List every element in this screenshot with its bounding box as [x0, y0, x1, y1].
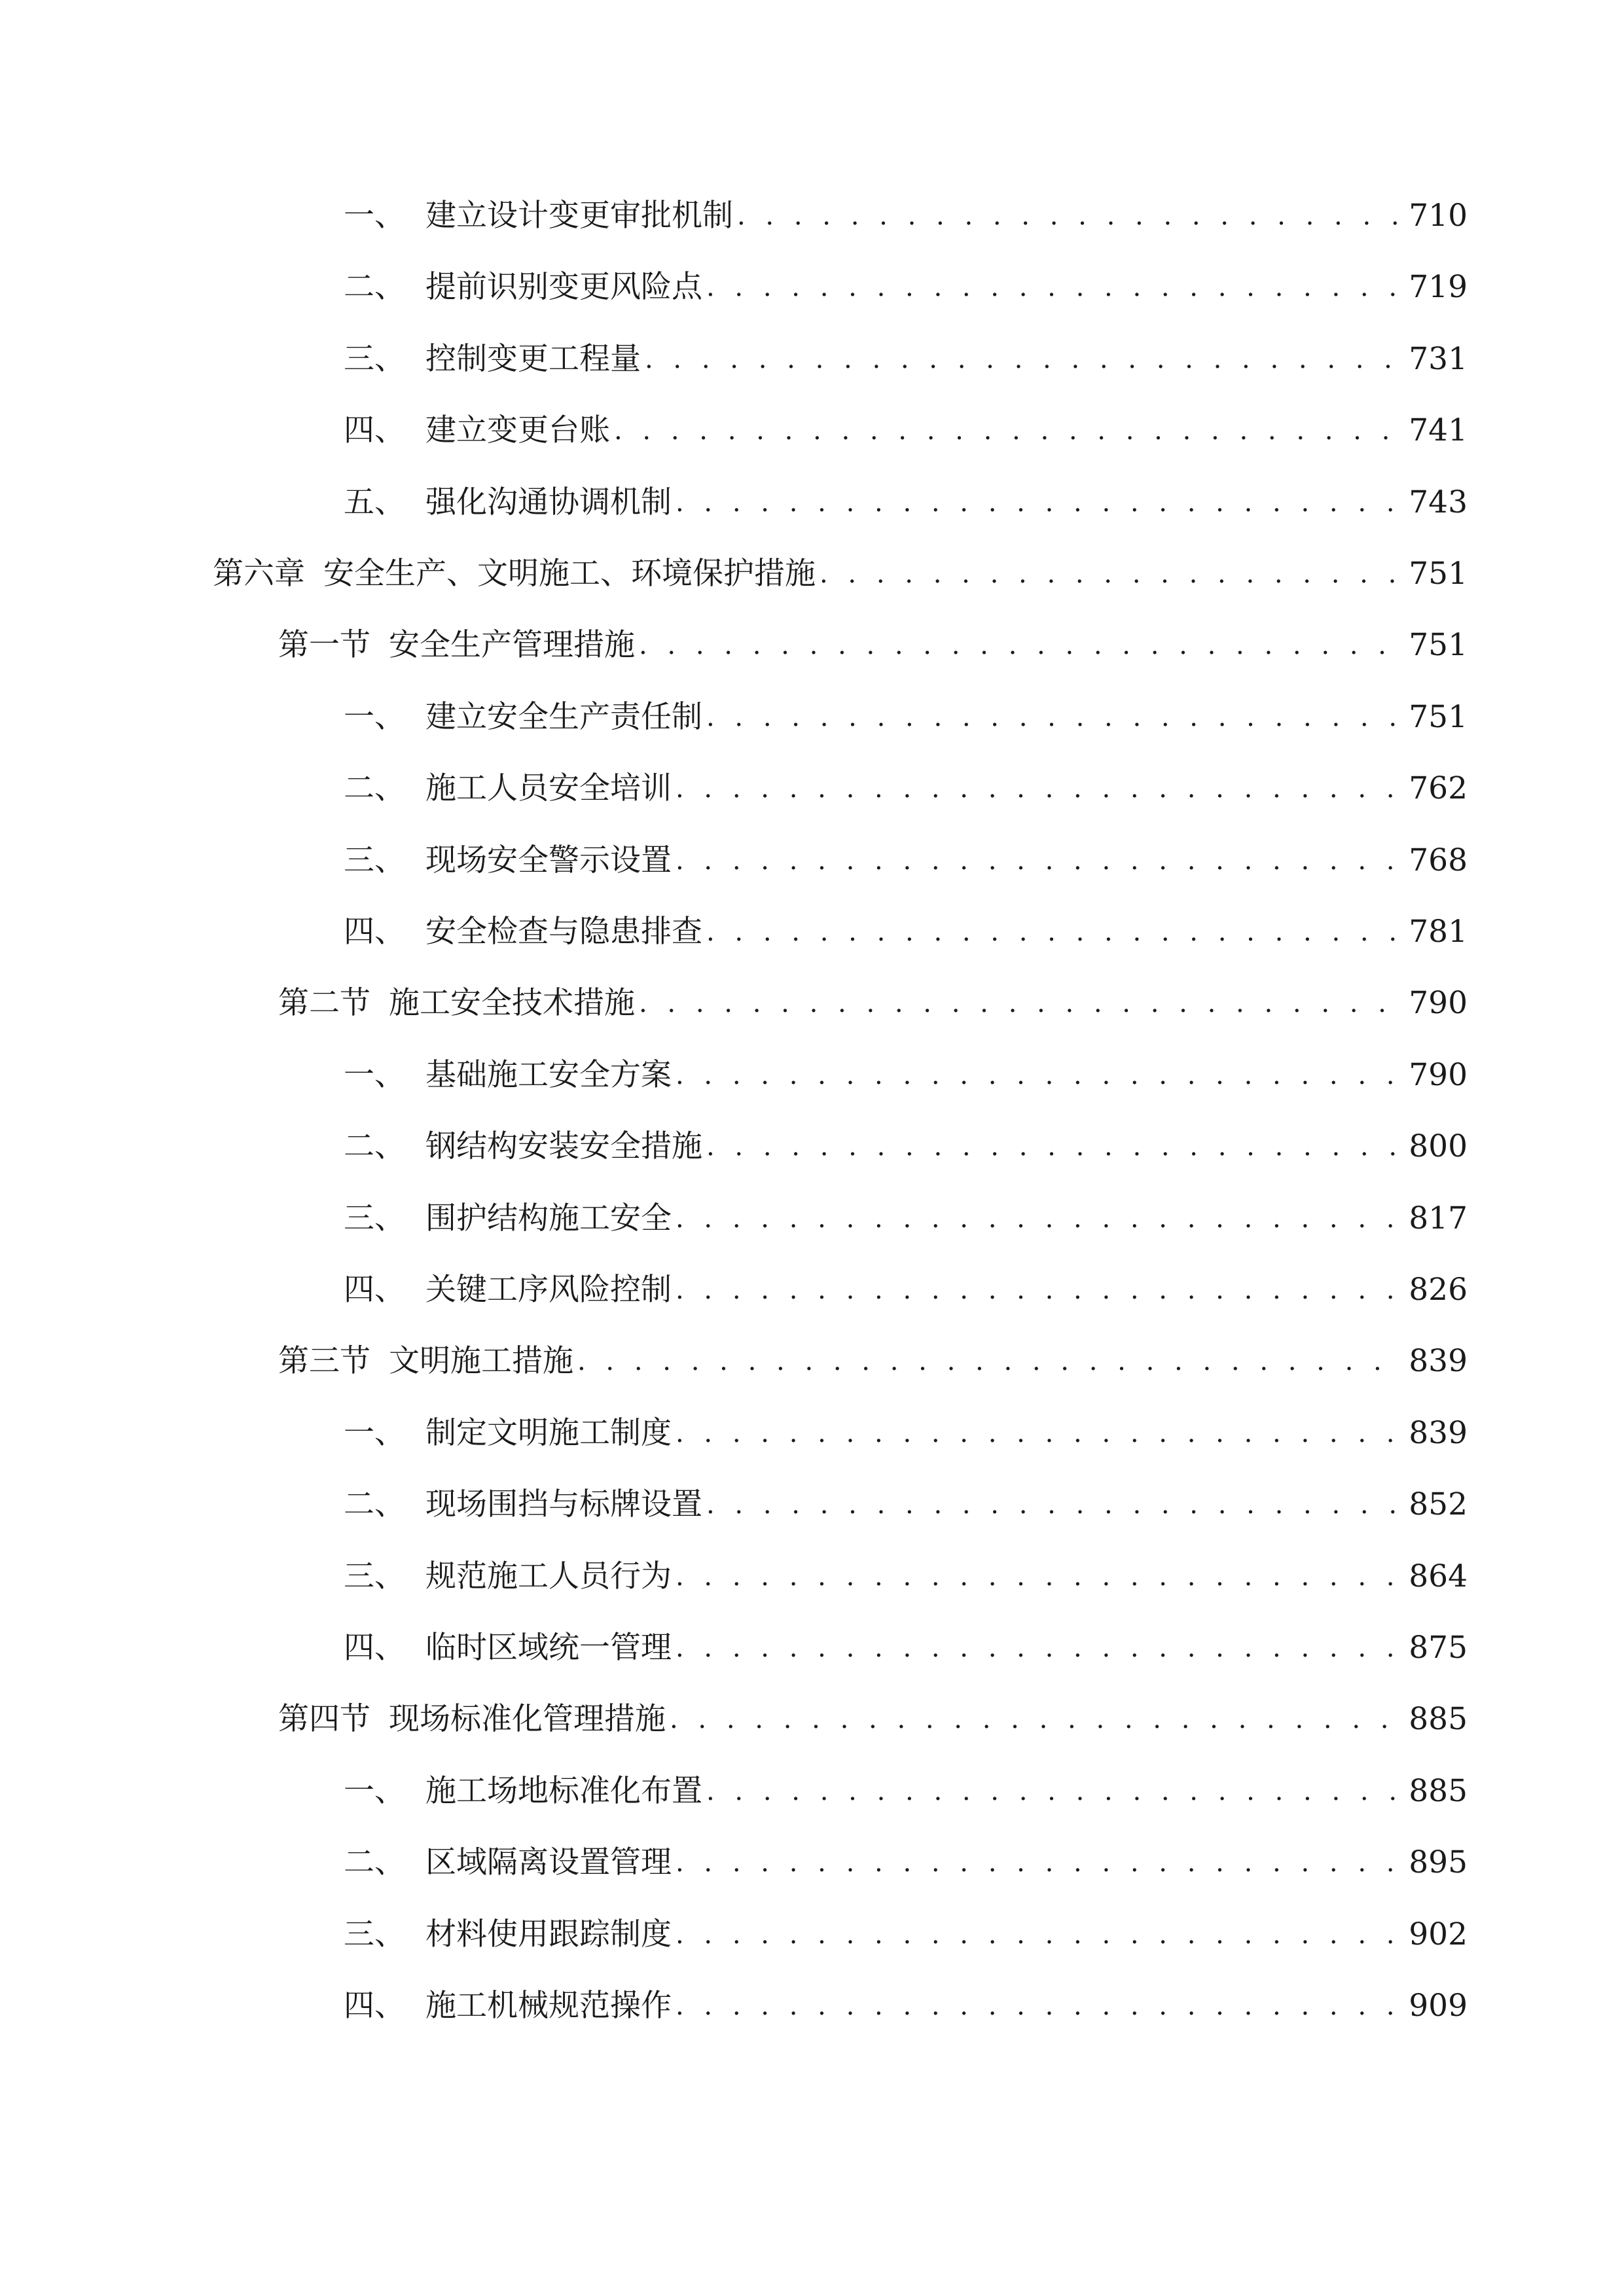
toc-entry-page-number: 743	[1409, 484, 1468, 520]
toc-entry-title: 建立安全生产责任制	[425, 698, 702, 735]
toc-entry-page-number: 762	[1409, 770, 1468, 807]
toc-entry-page-number: 790	[1409, 985, 1468, 1022]
toc-entry-number: 第四节	[278, 1701, 370, 1738]
toc-entry-number: 三、	[344, 1200, 405, 1236]
toc-dot-leader	[706, 906, 1399, 958]
toc-entry-title: 围护结构施工安全	[425, 1200, 672, 1236]
toc-entry-number: 三、	[344, 1916, 405, 1952]
toc-entry-page-number: 852	[1409, 1486, 1468, 1523]
toc-entry-title: 基础施工安全方案	[425, 1056, 672, 1093]
toc-entry-number: 第三节	[278, 1343, 370, 1380]
toc-entry-title: 现场安全警示设置	[425, 842, 672, 878]
toc-entry-page-number: 781	[1409, 914, 1468, 950]
toc-entry-page-number: 751	[1409, 698, 1468, 735]
toc-entry-page-number: 741	[1409, 412, 1468, 449]
toc-entry-title: 材料使用跟踪制度	[425, 1916, 672, 1952]
toc-entry-title: 临时区域统一管理	[425, 1630, 672, 1666]
toc-dot-leader	[676, 476, 1399, 529]
toc-dot-leader	[676, 1551, 1399, 1603]
toc-entry-number: 一、	[344, 198, 405, 234]
toc-entry-page-number: 731	[1409, 340, 1468, 377]
toc-dot-leader	[676, 1622, 1399, 1674]
toc-entry-page-number: 710	[1409, 198, 1468, 234]
toc-entry-page-number: 902	[1409, 1916, 1468, 1952]
toc-entry-number: 三、	[344, 340, 405, 377]
toc-entry-title: 施工安全技术措施	[389, 985, 635, 1022]
toc-entry-page-number: 790	[1409, 1056, 1468, 1093]
toc-dot-leader	[706, 691, 1399, 744]
toc-dot-leader	[676, 1193, 1399, 1245]
toc-entry[interactable]	[344, 1980, 1468, 2032]
toc-entry-number: 第二节	[278, 985, 370, 1022]
toc-dot-leader	[706, 1765, 1399, 1818]
toc-entry[interactable]	[344, 906, 1468, 958]
toc-entry-page-number: 885	[1409, 1772, 1468, 1809]
toc-dot-leader	[676, 1980, 1399, 2032]
toc-entry-number: 四、	[344, 412, 405, 449]
toc-entry-title: 钢结构安装安全措施	[425, 1128, 702, 1165]
toc-entry-page-number: 719	[1409, 269, 1468, 306]
toc-entry-title: 建立变更台账	[425, 412, 610, 449]
toc-entry-title: 提前识别变更风险点	[425, 269, 702, 306]
toc-entry-number: 四、	[344, 914, 405, 950]
toc-entry[interactable]	[344, 476, 1468, 529]
toc-entry[interactable]	[344, 1622, 1468, 1674]
toc-dot-leader	[676, 1049, 1399, 1102]
toc-dot-leader	[577, 1335, 1399, 1388]
toc-entry-title: 现场标准化管理措施	[389, 1701, 666, 1738]
toc-entry-title: 规范施工人员行为	[425, 1558, 672, 1594]
toc-entry-number: 一、	[344, 698, 405, 735]
toc-entry-number: 二、	[344, 1128, 405, 1165]
toc-entry[interactable]	[278, 1335, 1468, 1388]
toc-entry-number: 五、	[344, 484, 405, 520]
toc-dot-leader	[676, 1407, 1399, 1460]
toc-entry-title: 施工人员安全培训	[425, 770, 672, 807]
toc-entry-page-number: 839	[1409, 1343, 1468, 1380]
toc-entry[interactable]	[344, 1479, 1468, 1531]
toc-entry[interactable]	[344, 261, 1468, 314]
toc-entry-number: 二、	[344, 1486, 405, 1523]
toc-entry-page-number: 885	[1409, 1701, 1468, 1738]
toc-entry-page-number: 864	[1409, 1558, 1468, 1594]
toc-dot-leader	[706, 261, 1399, 314]
toc-entry[interactable]	[344, 1837, 1468, 1889]
toc-entry[interactable]	[344, 1407, 1468, 1460]
toc-entry-page-number: 768	[1409, 842, 1468, 878]
toc-entry[interactable]	[344, 1264, 1468, 1316]
toc-entry-number: 一、	[344, 1056, 405, 1093]
toc-entry-number: 三、	[344, 1558, 405, 1594]
toc-entry-title: 区域隔离设置管理	[425, 1844, 672, 1881]
toc-entry[interactable]	[278, 619, 1468, 672]
toc-entry-number: 第六章	[213, 556, 305, 592]
toc-entry[interactable]	[344, 834, 1468, 887]
toc-dot-leader	[676, 1909, 1399, 1961]
toc-dot-leader	[639, 977, 1399, 1030]
toc-entry-title: 制定文明施工制度	[425, 1414, 672, 1451]
toc-dot-leader	[676, 762, 1399, 815]
toc-entry-title: 安全生产管理措施	[389, 627, 635, 664]
toc-entry[interactable]	[344, 404, 1468, 457]
toc-entry-page-number: 895	[1409, 1844, 1468, 1881]
toc-dot-leader	[737, 190, 1399, 242]
toc-entry-title: 强化沟通协调机制	[425, 484, 672, 520]
toc-entry[interactable]	[344, 1049, 1468, 1102]
toc-dot-leader	[706, 1479, 1399, 1531]
toc-dot-leader	[820, 548, 1399, 600]
toc-entry-number: 二、	[344, 770, 405, 807]
toc-entry[interactable]	[278, 977, 1468, 1030]
toc-entry-title: 施工场地标准化布置	[425, 1772, 702, 1809]
toc-dot-leader	[645, 333, 1399, 386]
toc-entry[interactable]	[344, 190, 1468, 242]
toc-entry[interactable]	[344, 333, 1468, 386]
toc-entry-number: 四、	[344, 1988, 405, 2024]
toc-entry-number: 四、	[344, 1272, 405, 1308]
toc-entry-title: 控制变更工程量	[425, 340, 641, 377]
toc-entry-title: 文明施工措施	[389, 1343, 573, 1380]
toc-dot-leader	[676, 834, 1399, 887]
toc-entry[interactable]	[213, 548, 1468, 600]
toc-entry-number: 二、	[344, 1844, 405, 1881]
toc-entry-page-number: 909	[1409, 1988, 1468, 2024]
toc-entry-title: 施工机械规范操作	[425, 1988, 672, 2024]
toc-entry[interactable]	[344, 691, 1468, 744]
toc-entry[interactable]	[344, 1121, 1468, 1173]
toc-entry-number: 三、	[344, 842, 405, 878]
toc-entry[interactable]	[344, 762, 1468, 815]
toc-entry-number: 一、	[344, 1772, 405, 1809]
toc-entry-page-number: 817	[1409, 1200, 1468, 1236]
toc-dot-leader	[670, 1693, 1399, 1746]
toc-dot-leader	[706, 1121, 1399, 1173]
toc-entry-page-number: 751	[1409, 627, 1468, 664]
toc-entry-title: 安全生产、文明施工、环境保护措施	[323, 556, 816, 592]
toc-entry[interactable]	[344, 1765, 1468, 1818]
toc-entry[interactable]	[344, 1193, 1468, 1245]
toc-entry-number: 四、	[344, 1630, 405, 1666]
toc-entry[interactable]	[344, 1909, 1468, 1961]
toc-dot-leader	[614, 404, 1399, 457]
toc-entry-number: 第一节	[278, 627, 370, 664]
toc-entry-title: 安全检查与隐患排查	[425, 914, 702, 950]
toc-entry-page-number: 826	[1409, 1272, 1468, 1308]
toc-entry-title: 现场围挡与标牌设置	[425, 1486, 702, 1523]
toc-entry-page-number: 800	[1409, 1128, 1468, 1165]
toc-dot-leader	[639, 619, 1399, 672]
toc-dot-leader	[676, 1264, 1399, 1316]
toc-entry-title: 关键工序风险控制	[425, 1272, 672, 1308]
toc-entry-page-number: 875	[1409, 1630, 1468, 1666]
toc-entry[interactable]	[344, 1551, 1468, 1603]
toc-entry-title: 建立设计变更审批机制	[425, 198, 733, 234]
toc-entry-number: 一、	[344, 1414, 405, 1451]
toc-entry-page-number: 839	[1409, 1414, 1468, 1451]
toc-entry[interactable]	[278, 1693, 1468, 1746]
toc-dot-leader	[676, 1837, 1399, 1889]
toc-entry-number: 二、	[344, 269, 405, 306]
toc-entry-page-number: 751	[1409, 556, 1468, 592]
